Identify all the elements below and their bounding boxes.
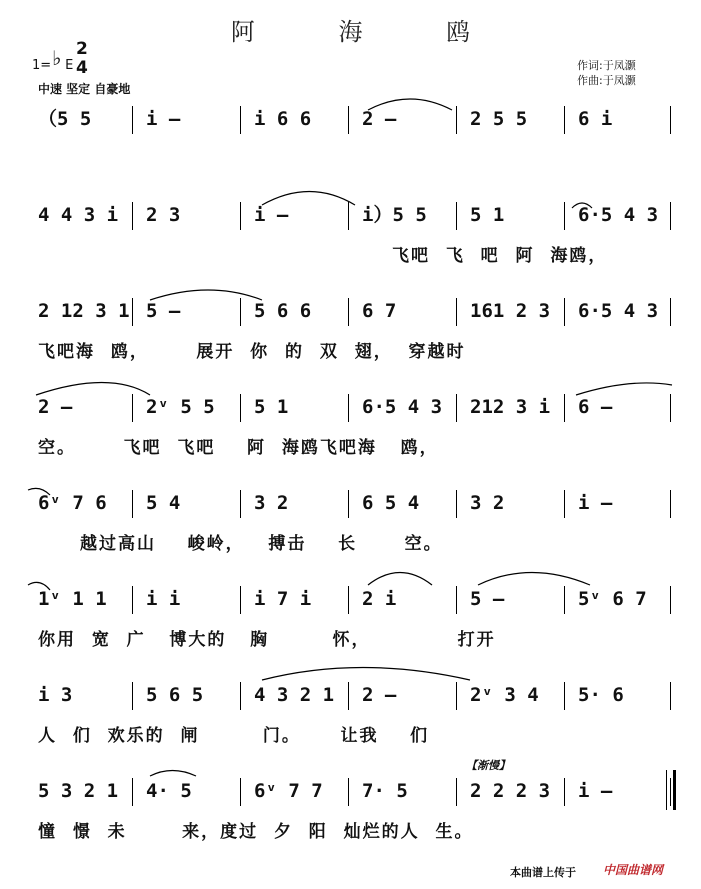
lyricist: 作词:于凤灏 (577, 59, 636, 72)
credits (577, 58, 636, 88)
measure: 5 – (470, 588, 505, 610)
barline (348, 394, 349, 422)
barline (132, 682, 133, 710)
barline (564, 298, 565, 326)
measure: 6 – (578, 396, 613, 418)
barline (564, 394, 565, 422)
measure: 6ᵛ 7 7 (254, 780, 323, 802)
lyric-line: 人 们 欢乐的 闸 门。 让我 们 (38, 726, 430, 746)
barline (132, 298, 133, 326)
measure: i – (254, 204, 289, 226)
measure: 1ᵛ 1 1 (38, 588, 107, 610)
notes-line (0, 200, 701, 230)
measure: 5 6 6 (254, 300, 312, 322)
measure: i i (146, 588, 181, 610)
barline (670, 106, 671, 134)
barline (240, 106, 241, 134)
notes-line (0, 488, 701, 518)
site-logo: 中国曲谱网 (603, 863, 664, 877)
barline (240, 298, 241, 326)
score-row (0, 392, 701, 472)
measure: 6 7 (362, 300, 397, 322)
tempo-marking: 中速 坚定 自豪地 (38, 82, 131, 96)
barline (670, 202, 671, 230)
barline (564, 490, 565, 518)
measure: 2 – (362, 108, 397, 130)
measure: 5 6 5 (146, 684, 204, 706)
final-barline (666, 770, 676, 810)
barline (670, 586, 671, 614)
barline (240, 202, 241, 230)
barline (348, 298, 349, 326)
barline (132, 490, 133, 518)
measure: 5 1 (254, 396, 289, 418)
measure: i 7 i (254, 588, 312, 610)
measure: 6·5 4 3 (578, 300, 659, 322)
notes-line (0, 104, 701, 134)
barline (670, 298, 671, 326)
barline (456, 106, 457, 134)
barline (670, 682, 671, 710)
slur (262, 668, 470, 681)
barline (670, 394, 671, 422)
measure: 5ᵛ 6 7 (578, 588, 647, 610)
score-row (0, 296, 701, 376)
measure: 2 2 2 3 (470, 780, 551, 802)
measure: 2 5 5 (470, 108, 528, 130)
barline (564, 202, 565, 230)
barline (348, 778, 349, 806)
key-note: E (65, 58, 74, 73)
lyric-line: 空。 飞吧 飞吧 阿 海鸥飞吧海 鸥， (38, 438, 439, 458)
lyric-line: 你用 宽 广 博大的 胸 怀， 打开 (38, 630, 496, 650)
measure: 2 – (38, 396, 73, 418)
key-label: 1= (32, 58, 52, 73)
flat-icon: ♭ (52, 46, 62, 70)
composer: 作曲:于凤灏 (577, 74, 636, 87)
song-title: 阿 海 鸥 (230, 18, 509, 46)
measure: 2ᵛ 3 4 (470, 684, 539, 706)
meter-bottom: 4 (76, 58, 88, 78)
measure: i）5 5 (362, 204, 427, 226)
barline (348, 586, 349, 614)
measure: 6·5 4 3 (362, 396, 443, 418)
barline (456, 394, 457, 422)
measure: 2 12 3 1 (38, 300, 130, 322)
notes-line (0, 776, 701, 806)
measure: 5 3 2 1 (38, 780, 119, 802)
measure: 161 2 3 (470, 300, 551, 322)
barline (456, 778, 457, 806)
measure: 5 1 (470, 204, 505, 226)
measure: 5· 6 (578, 684, 624, 706)
barline (564, 586, 565, 614)
meter-top: 2 (76, 39, 88, 59)
barline (132, 394, 133, 422)
lyric-line: 飞吧海 鸥， 展开 你 的 双 翅， 穿越时 (38, 342, 466, 362)
lyric-line: 憧 憬 未 来，度过 夕 阳 灿烂的人 生。 (38, 822, 474, 842)
measure: 5 – (146, 300, 181, 322)
barline (564, 778, 565, 806)
barline (132, 586, 133, 614)
barline (240, 778, 241, 806)
barline (564, 106, 565, 134)
measure: 6 i (578, 108, 613, 130)
barline (456, 586, 457, 614)
score-row (0, 200, 701, 280)
notes-line (0, 392, 701, 422)
barline (564, 682, 565, 710)
time-signature (76, 40, 88, 78)
lyric-line: 越过高山 峻岭， 搏击 长 空。 (80, 534, 443, 554)
footer-text: 本曲谱上传于 (510, 866, 576, 879)
measure: 6·5 4 3 (578, 204, 659, 226)
measure: 4· 5 (146, 780, 192, 802)
notes-line (0, 680, 701, 710)
barline (456, 682, 457, 710)
measure: i – (578, 780, 613, 802)
measure: i – (578, 492, 613, 514)
measure: i 3 (38, 684, 73, 706)
measure: 6 5 4 (362, 492, 420, 514)
notes-line (0, 584, 701, 614)
measure: 5 4 (146, 492, 181, 514)
barline (348, 106, 349, 134)
measure: 3 2 (470, 492, 505, 514)
barline (240, 490, 241, 518)
barline (348, 490, 349, 518)
score-row (0, 680, 701, 760)
measure: 4 4 3 i (38, 204, 119, 226)
measure: 6ᵛ 7 6 (38, 492, 107, 514)
barline (348, 682, 349, 710)
barline (132, 778, 133, 806)
score-row (0, 584, 701, 664)
ritardando-marking: 【渐慢】 (466, 759, 510, 772)
barline (456, 202, 457, 230)
measure: i – (146, 108, 181, 130)
barline (240, 586, 241, 614)
measure: 7· 5 (362, 780, 408, 802)
measure: 3 2 (254, 492, 289, 514)
measure: 2 – (362, 684, 397, 706)
measure: 2 3 (146, 204, 181, 226)
barline (456, 490, 457, 518)
barline (132, 106, 133, 134)
measure: 2ᵛ 5 5 (146, 396, 215, 418)
measure: i 6 6 (254, 108, 312, 130)
measure: 4 3 2 1 (254, 684, 335, 706)
score-row (0, 488, 701, 568)
barline (348, 202, 349, 230)
measure: 212 3 i (470, 396, 551, 418)
barline (456, 298, 457, 326)
measure: （5 5 (38, 108, 92, 130)
score-row (0, 104, 701, 184)
measure: 2 i (362, 588, 397, 610)
barline (240, 394, 241, 422)
score-row (0, 776, 701, 856)
barline (670, 490, 671, 518)
barline (240, 682, 241, 710)
notes-line (0, 296, 701, 326)
barline (132, 202, 133, 230)
lyric-line: 飞吧 飞 吧 阿 海鸥， (392, 246, 608, 266)
